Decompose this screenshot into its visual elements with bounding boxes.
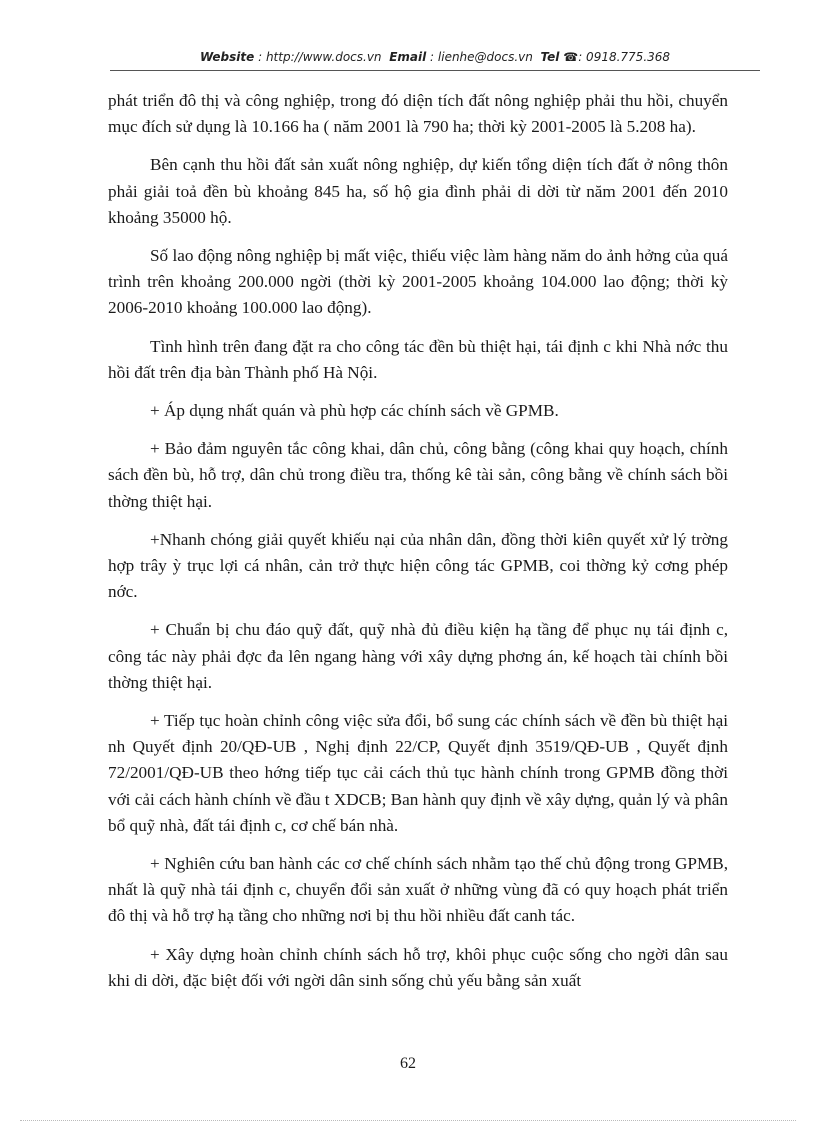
document-body bbox=[108, 88, 728, 1006]
tel-number: : 0918.775.368 bbox=[578, 50, 671, 64]
footer-divider bbox=[20, 1120, 796, 1121]
header-divider bbox=[110, 70, 760, 71]
tel-label: Tel bbox=[540, 50, 560, 64]
bullet-paragraph: + Nghiên cứu ban hành các cơ chế chính sách nhằm tạo thế chủ động trong GPMB, nhất là quỹ nhà tái định c, chuyển đổi sản xuất ở những vùng đã có quy hoạch phát triển đô thị và hỗ trợ hạ tầng cho những nơi bị thu hồi nhiều đất canh tác. bbox=[108, 854, 728, 926]
website-url: : http://www.docs.vn bbox=[258, 50, 382, 64]
bullet-paragraph: + Bảo đảm nguyên tắc công khai, dân chủ, công bằng (công khai quy hoạch, chính sách đền bù, hỗ trợ, dân chủ trong điều tra, thống kê tài sản, công bằng về chính sách bồi thờng thiệt hại. bbox=[108, 439, 728, 511]
phone-icon: ☎ bbox=[563, 50, 579, 64]
page-header bbox=[110, 50, 760, 64]
website-label: Website bbox=[199, 50, 255, 64]
paragraph: phát triển đô thị và công nghiệp, trong đó diện tích đất nông nghiệp phải thu hồi, chuyển mục đích sử dụng là 10.166 ha ( năm 2001 là 790 ha; thời kỳ 2001-2005 là 5.208 ha). bbox=[108, 91, 728, 137]
paragraph: Tình hình trên đang đặt ra cho công tác đền bù thiệt hại, tái định c khi Nhà nớc thu hồi đất trên địa bàn Thành phố Hà Nội. bbox=[108, 336, 728, 382]
page-number: 62 bbox=[400, 1055, 416, 1072]
bullet-paragraph: + Xây dựng hoàn chỉnh chính sách hỗ trợ, khôi phục cuộc sống cho ngời dân sau khi di dời, đặc biệt đối với ngời dân sinh sống chủ yếu bằng sản xuất bbox=[108, 944, 728, 990]
email-label: Email bbox=[389, 50, 427, 64]
email-address: : lienhe@docs.vn bbox=[430, 50, 533, 64]
bullet-paragraph: +Nhanh chóng giải quyết khiếu nại của nhân dân, đồng thời kiên quyết xử lý trờng hợp trây ỳ trục lợi cá nhân, cản trở thực hiện công tác GPMB, coi thờng kỷ cơng phép nớc. bbox=[108, 529, 728, 602]
paragraph: Số lao động nông nghiệp bị mất việc, thiếu việc làm hàng năm do ảnh hởng của quá trình trên khoảng 200.000 ngời (thời kỳ 2001-2005 khoảng 104.000 lao động; thời kỳ 2006-2010 khoảng 100.000 lao động). bbox=[108, 246, 728, 318]
bullet-paragraph: + Tiếp tục hoàn chỉnh công việc sửa đổi, bổ sung các chính sách về đền bù thiệt hại nh Quyết định 20/QĐ-UB , Nghị định 22/CP, Quyết định 3519/QĐ-UB , Quyết định 72/2001/QĐ-UB theo hớng tiếp tục cải cách thủ tục hành chính trong GPMB đồng thời với cải cách hành chính về đầu t XDCB; Ban hành quy định về xây dựng, quản lý và phân bổ quỹ nhà, đất tái định c, cơ chế bán nhà. bbox=[108, 711, 728, 835]
bullet-paragraph: + Chuẩn bị chu đáo quỹ đất, quỹ nhà đủ điều kiện hạ tầng để phục nụ tái định c, công tác này phải đợc đa lên ngang hàng với xây dựng phơng án, kế hoạch tài chính bồi thờng thiệt hại. bbox=[108, 620, 728, 692]
paragraph: Bên cạnh thu hồi đất sản xuất nông nghiệp, dự kiến tổng diện tích đất ở nông thôn phải giải toả đền bù khoảng 845 ha, số hộ gia đình phải di dời từ năm 2001 đến 2010 khoảng 35000 hộ. bbox=[108, 155, 728, 227]
bullet-paragraph: + Áp dụng nhất quán và phù hợp các chính sách về GPMB. bbox=[150, 401, 559, 421]
